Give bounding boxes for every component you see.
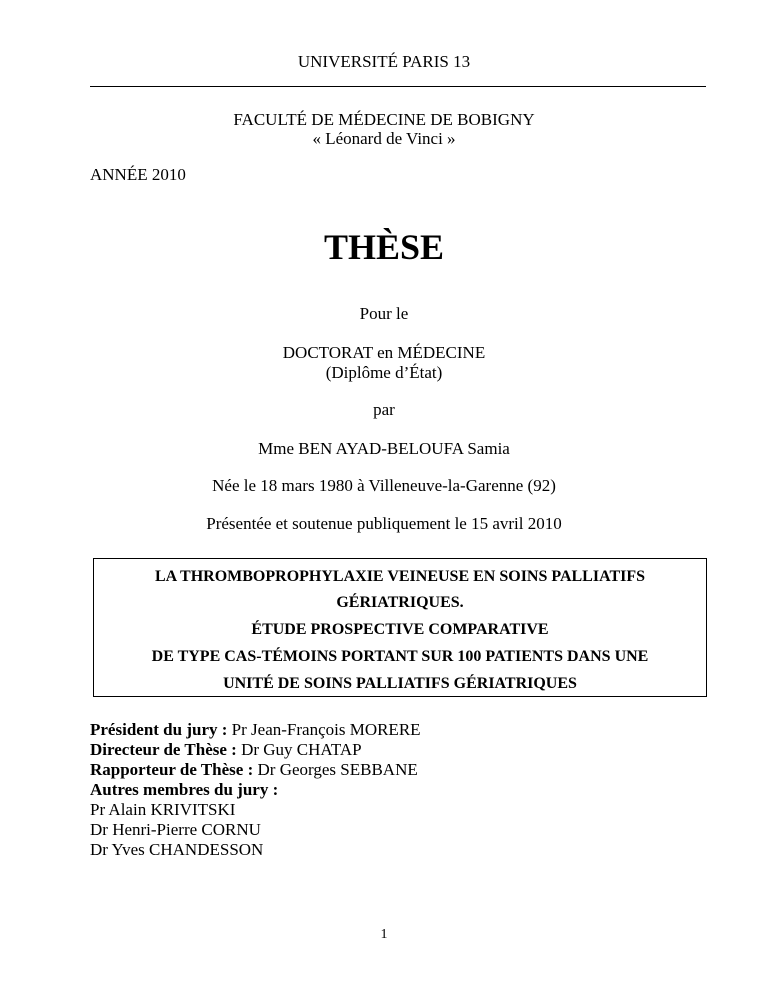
rapporteur-name: Dr Georges SEBBANE bbox=[257, 760, 418, 779]
director-label: Directeur de Thèse : bbox=[90, 740, 237, 759]
faculty-name: FACULTÉ DE MÉDECINE DE BOBIGNY bbox=[233, 110, 535, 129]
thesis-title-line: LA THROMBOPROPHYLAXIE VEINEUSE EN SOINS PALLIATIFS bbox=[154, 568, 646, 585]
header-rule bbox=[90, 86, 706, 87]
president-label: Président du jury : bbox=[90, 720, 228, 739]
faculty-subtitle: « Léonard de Vinci » bbox=[312, 129, 456, 148]
academic-year: ANNÉE 2010 bbox=[90, 165, 186, 184]
others-label: Autres membres du jury : bbox=[90, 780, 279, 799]
page-title: THÈSE bbox=[323, 227, 445, 267]
president-name: Pr Jean-François MORERE bbox=[231, 720, 421, 739]
jury-member: Dr Henri-Pierre CORNU bbox=[90, 820, 261, 839]
thesis-title-line: ÉTUDE PROSPECTIVE COMPARATIVE bbox=[251, 621, 549, 638]
jury-others bbox=[90, 780, 421, 800]
page-number: 1 bbox=[380, 927, 388, 942]
birth-info: Née le 18 mars 1980 à Villeneuve-la-Garenne (92) bbox=[212, 476, 556, 495]
par-text: par bbox=[373, 400, 395, 419]
jury-rapporteur bbox=[90, 760, 421, 780]
university-name: UNIVERSITÉ PARIS 13 bbox=[297, 52, 471, 71]
degree-text: DOCTORAT en MÉDECINE bbox=[282, 343, 486, 362]
thesis-title-line: UNITÉ DE SOINS PALLIATIFS GÉRIATRIQUES bbox=[223, 675, 577, 692]
jury-member: Pr Alain KRIVITSKI bbox=[90, 800, 236, 819]
thesis-title-line: DE TYPE CAS-TÉMOINS PORTANT SUR 100 PATIENTS DANS UNE bbox=[151, 648, 649, 665]
thesis-title-line: GÉRIATRIQUES. bbox=[336, 594, 464, 611]
pour-le-text: Pour le bbox=[359, 304, 409, 323]
jury-director bbox=[90, 740, 421, 760]
defense-info: Présentée et soutenue publiquement le 15 avril 2010 bbox=[206, 514, 562, 533]
rapporteur-label: Rapporteur de Thèse : bbox=[90, 760, 254, 779]
thesis-title-box bbox=[93, 558, 707, 697]
jury-president bbox=[90, 720, 421, 740]
director-name: Dr Guy CHATAP bbox=[241, 740, 362, 759]
jury-member: Dr Yves CHANDESSON bbox=[90, 840, 264, 859]
diploma-text: (Diplôme d’État) bbox=[325, 363, 443, 382]
jury-section bbox=[90, 720, 421, 860]
author-name: Mme BEN AYAD-BELOUFA Samia bbox=[258, 439, 510, 458]
